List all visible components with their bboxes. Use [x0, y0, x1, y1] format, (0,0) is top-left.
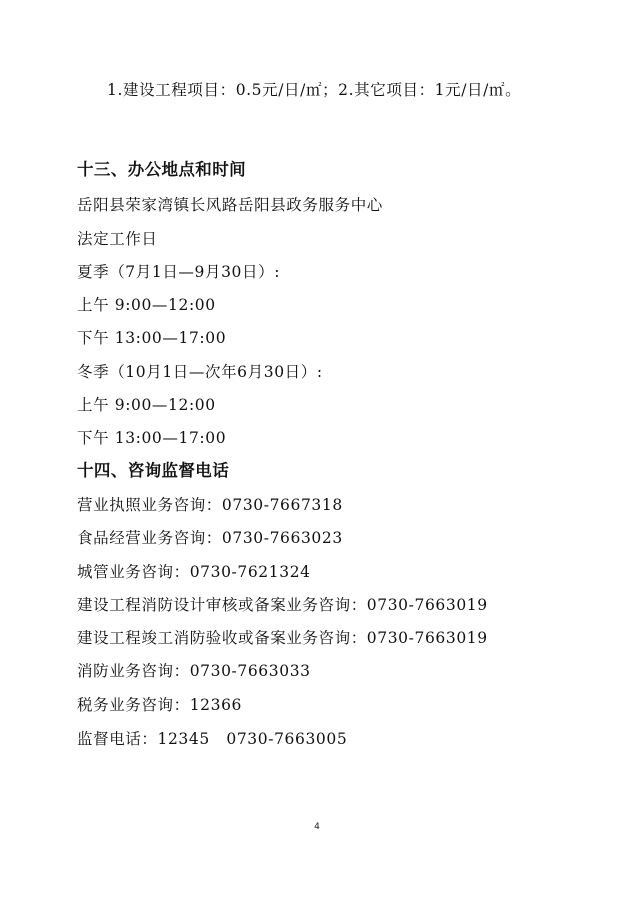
contact-line: 营业执照业务咨询：0730-7667318 [77, 496, 343, 514]
contact-line: 税务业务咨询：12366 [77, 696, 243, 714]
office-address: 岳阳县荣家湾镇长风路岳阳县政务服务中心 [77, 196, 383, 214]
contact-line: 建设工程竣工消防验收或备案业务咨询：0730-7663019 [77, 629, 488, 647]
summer-morning-hours: 上午 9:00—12:00 [77, 296, 216, 314]
section-13-heading: 十三、办公地点和时间 [77, 160, 246, 179]
page-number: 4 [314, 822, 320, 832]
contact-line: 食品经营业务咨询：0730-7663023 [77, 529, 343, 547]
winter-period: 冬季（10月1日—次年6月30日）: [77, 363, 323, 381]
summer-period: 夏季（7月1日—9月30日）: [77, 263, 281, 281]
winter-morning-hours: 上午 9:00—12:00 [77, 396, 216, 414]
contact-line: 消防业务咨询：0730-7663033 [77, 662, 311, 680]
workdays-text: 法定工作日 [77, 230, 158, 248]
supervision-phone-line: 监督电话：12345 0730-7663005 [77, 730, 348, 748]
section-14-heading: 十四、咨询监督电话 [77, 461, 230, 480]
winter-afternoon-hours: 下午 13:00—17:00 [77, 429, 227, 447]
contact-line: 建设工程消防设计审核或备案业务咨询：0730-7663019 [77, 596, 488, 614]
fee-standard-line: 1.建设工程项目：0.5元/日/㎡；2.其它项目：1元/日/㎡。 [107, 81, 522, 99]
summer-afternoon-hours: 下午 13:00—17:00 [77, 329, 227, 347]
contact-line: 城管业务咨询：0730-7621324 [77, 563, 311, 581]
